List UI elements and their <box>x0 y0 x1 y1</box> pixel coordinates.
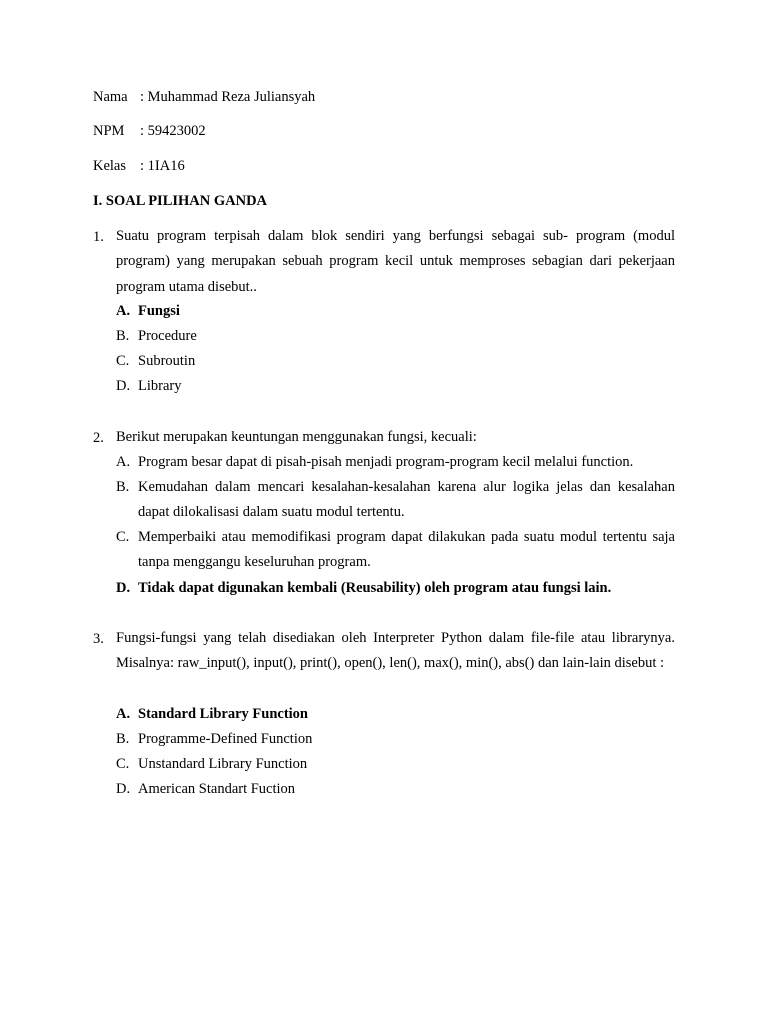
question-1-option-c <box>116 349 675 374</box>
option-letter: A. <box>116 454 131 470</box>
option-letter: A. <box>116 706 131 722</box>
name-label: Nama <box>93 89 128 105</box>
question-3-option-d <box>116 777 675 802</box>
option-letter: D. <box>116 781 131 797</box>
question-3-text: Fungsi-fungsi yang telah disediakan oleh Interpreter Python dalam file-file atau librarynya. Misalnya: raw_input(), input(), print(), open(), len(), max(), min(), abs() dan lain-lain disebut : <box>116 630 675 672</box>
question-2-option-b <box>116 475 675 526</box>
option-letter: B. <box>116 328 130 344</box>
question-2-number: 2. <box>93 430 104 446</box>
question-2-option-c <box>116 525 675 576</box>
option-text: Fungsi <box>138 303 180 319</box>
option-text: Subroutin <box>138 353 196 369</box>
name-line <box>93 88 315 106</box>
option-text: Standard Library Function <box>138 706 308 722</box>
option-letter: A. <box>116 303 131 319</box>
question-3-number: 3. <box>93 631 104 647</box>
option-text: Procedure <box>138 328 197 344</box>
option-letter: C. <box>116 353 130 369</box>
kelas-line <box>93 157 185 175</box>
option-text: Programme-Defined Function <box>138 731 313 747</box>
npm-value: : 59423002 <box>140 123 206 139</box>
option-letter: B. <box>116 479 130 495</box>
question-1-option-d <box>116 374 675 399</box>
option-text: American Standart Fuction <box>138 781 296 797</box>
kelas-label: Kelas <box>93 158 127 174</box>
name-value: : Muhammad Reza Juliansyah <box>140 89 316 105</box>
section-title: I. SOAL PILIHAN GANDA <box>93 193 268 209</box>
question-1-option-b <box>116 324 675 349</box>
question-2-option-a <box>116 450 675 475</box>
option-letter: C. <box>116 756 130 772</box>
option-letter: C. <box>116 529 130 545</box>
option-text: Library <box>138 378 182 394</box>
kelas-value: : 1IA16 <box>140 158 185 174</box>
npm-line <box>93 122 206 140</box>
question-1-text: Suatu program terpisah dalam blok sendiri yang berfungsi sebagai sub- program (modul program) yang merupakan sebuah program kecil untuk memproses sebagian dari pekerjaan program utama disebut.. <box>116 228 675 295</box>
question-2-option-d <box>116 576 675 601</box>
question-3-option-a <box>116 702 675 727</box>
option-text: Tidak dapat digunakan kembali (Reusability) oleh program atau fungsi lain. <box>138 580 612 596</box>
option-text: Memperbaiki atau memodifikasi program dapat dilakukan pada suatu modul tertentu saja tanpa menggangu keseluruhan program. <box>138 529 675 571</box>
npm-label: NPM <box>93 123 125 139</box>
question-3-option-c <box>116 752 675 777</box>
option-text: Unstandard Library Function <box>138 756 308 772</box>
option-letter: D. <box>116 378 131 394</box>
option-letter: B. <box>116 731 130 747</box>
question-1-option-a <box>116 299 675 324</box>
option-text: Program besar dapat di pisah-pisah menjadi program-program kecil melalui function. <box>138 454 634 470</box>
question-2-text: Berikut merupakan keuntungan menggunakan fungsi, kecuali: <box>116 429 477 445</box>
option-letter: D. <box>116 580 131 596</box>
option-text: Kemudahan dalam mencari kesalahan-kesalahan karena alur logika jelas dan kesalahan dapat dilokalisasi dalam suatu modul tertentu. <box>138 479 675 521</box>
question-3-option-b <box>116 727 675 752</box>
question-1-number: 1. <box>93 229 104 245</box>
